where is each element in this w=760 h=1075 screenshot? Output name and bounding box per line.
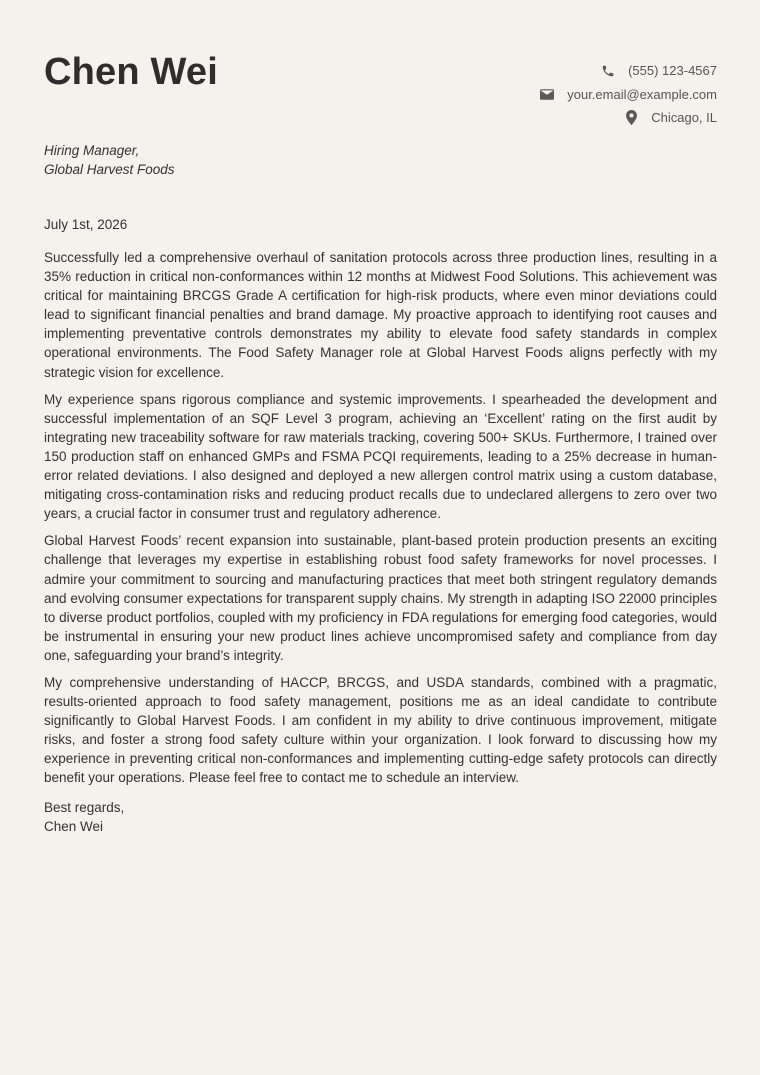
contact-email	[539, 83, 717, 107]
contact-block	[539, 59, 717, 130]
recipient-title: Hiring Manager,	[44, 143, 140, 158]
signoff-block	[44, 798, 717, 836]
body-paragraph: Successfully led a comprehensive overhaul of sanitation protocols across three production lines, resulting in a 35% reduction in critical non-conformances within 12 months at Midwest Food Solutions. This achievement was critical for maintaining BRCGS Grade A certification for high-risk products, where even minor deviations could lead to significant financial penalties and brand damage. My proactive approach to identifying root causes and implementing preventative controls demonstrates my ability to elevate food safety standards in complex operational environments. The Food Safety Manager role at Global Harvest Foods aligns perfectly with my strategic vision for excellence.	[44, 250, 717, 380]
recipient-block	[44, 141, 717, 179]
sender-name: Chen Wei	[44, 51, 219, 93]
letter-header	[44, 0, 717, 136]
contact-phone	[539, 59, 717, 83]
letter-date: July 1st, 2026	[44, 217, 128, 232]
body-paragraph: Global Harvest Foods’ recent expansion into sustainable, plant-based protein production presents an exciting challenge that leverages my expertise in establishing robust food safety frameworks for novel processes. I admire your commitment to sourcing and manufacturing practices that meet both stringent regulatory demands and evolving consumer expectations for transparent supply chains. My strength in adapting ISO 22000 principles to diverse product portfolios, coupled with my proficiency in FDA regulations for emerging food categories, would be instrumental in ensuring your new product lines achieve uncompromised safety and compliance from day one, safeguarding your brand’s integrity.	[44, 533, 717, 663]
phone-icon	[600, 63, 616, 79]
signoff-closing: Best regards,	[44, 799, 125, 815]
recipient-company: Global Harvest Foods	[44, 162, 175, 177]
location-text: Chicago, IL	[651, 110, 717, 126]
body-paragraph: My comprehensive understanding of HACCP, BRCGS, and USDA standards, combined with a pragmatic, results-oriented approach to food safety management, positions me as an ideal candidate to contribute significantly to Global Harvest Foods. I am confident in my ability to drive continuous improvement, mitigate risks, and foster a strong food safety culture within your organization. I look forward to discussing how my experience in preventing critical non-conformances and implementing cutting-edge safety protocols can directly benefit your operations. Please feel free to contact me to schedule an interview.	[44, 674, 717, 786]
phone-text: (555) 123-4567	[628, 63, 717, 79]
contact-location	[539, 106, 717, 130]
letter-body	[44, 248, 717, 788]
signoff-name: Chen Wei	[44, 818, 104, 834]
map-pin-icon	[623, 110, 639, 126]
email-text: your.email@example.com	[567, 86, 717, 102]
envelope-icon	[539, 86, 555, 102]
body-paragraph: My experience spans rigorous compliance and systemic improvements. I spearheaded the development and successful implementation of an SQF Level 3 program, achieving an ‘Excellent’ rating on the first audit by integrating new traceability software for raw materials tracking, covering 500+ SKUs. Furthermore, I trained over 150 production staff on enhanced GMPs and FSMA PCQI requirements, leading to a 25% decrease in human-error related deviations. I also designed and deployed a new allergen control matrix using a custom database, mitigating cross-contamination risks and reducing product recalls due to undeclared allergens to zero over two years, a crucial factor in consumer trust and regulatory adherence.	[44, 391, 717, 522]
